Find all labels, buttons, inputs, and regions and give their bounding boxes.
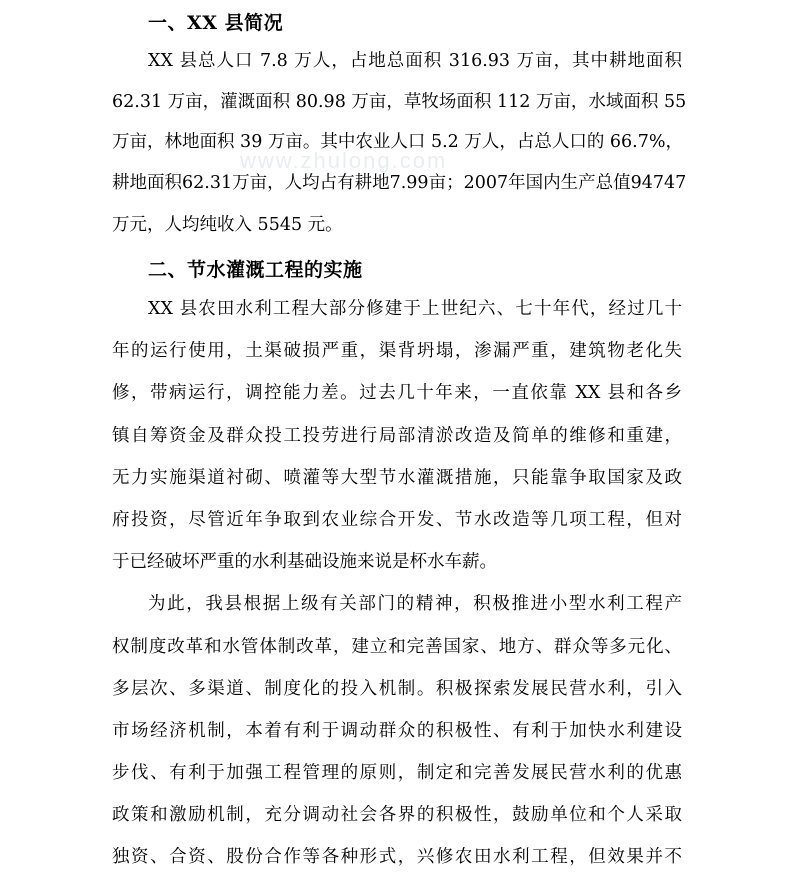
paragraph-line: XX 县总人口 7.8 万人，占地总面积 316.93 万亩，其中耕地面积 (148, 51, 682, 71)
paragraph-line: 独资、合资、股份合作等各种形式，兴修农田水利工程，但效果并不 (112, 847, 682, 867)
paragraph-line: 为此，我县根据上级有关部门的精神，积极推进小型水利工程产 (148, 594, 682, 614)
paragraph-line: 62.31 万亩，灌溉面积 80.98 万亩，草牧场面积 112 万亩，水域面积 55 (112, 92, 687, 112)
paragraph-line: 修，带病运行，调控能力差。过去几十年来，一直依靠 XX 县和各乡 (112, 383, 682, 403)
paragraph-line: XX 县农田水利工程大部分修建于上世纪六、七十年代，经过几十 (148, 299, 682, 319)
paragraph-line: 市场经济机制，本着有利于调动群众的积极性、有利于加快水利建设 (112, 721, 682, 741)
watermark: www.zhulong.com (240, 148, 448, 173)
paragraph-line: 耕地面积62.31万亩，人均占有耕地7.99亩；2007年国内生产总值94747 (112, 173, 687, 193)
paragraph-line: 步伐、有利于加强工程管理的原则，制定和完善发展民营水利的优惠 (112, 763, 682, 783)
paragraph-line: 万亩，林地面积 39 万亩。其中农业人口 5.2 万人，占总人口的 66.7%， (112, 132, 684, 152)
paragraph-line: 年的运行使用，土渠破损严重，渠背坍塌，渗漏严重，建筑物老化失 (112, 341, 682, 361)
section-1-heading: 一、XX 县简况 (148, 12, 284, 34)
paragraph-line: 府投资，尽管近年争取到农业综合开发、节水改造等几项工程，但对 (112, 510, 682, 530)
paragraph-line: 政策和激励机制，充分调动社会各界的积极性，鼓励单位和个人采取 (112, 805, 682, 825)
paragraph-line: 镇自筹资金及群众投工投劳进行局部清淤改造及简单的维修和重建， (112, 426, 682, 446)
section-2-heading: 二、节水灌溉工程的实施 (148, 259, 363, 281)
paragraph-line: 多层次、多渠道、制度化的投入机制。积极探索发展民营水利，引入 (112, 679, 682, 699)
paragraph-line: 于已经破坏严重的水利基础设施来说是杯水车薪。 (112, 552, 497, 572)
paragraph-line: 万元，人均纯收入 5545 元。 (112, 215, 343, 235)
paragraph-line: 无力实施渠道衬砌、喷灌等大型节水灌溉措施，只能靠争取国家及政 (112, 468, 682, 488)
paragraph-line: 权制度改革和水管体制改革，建立和完善国家、地方、群众等多元化、 (112, 637, 682, 657)
